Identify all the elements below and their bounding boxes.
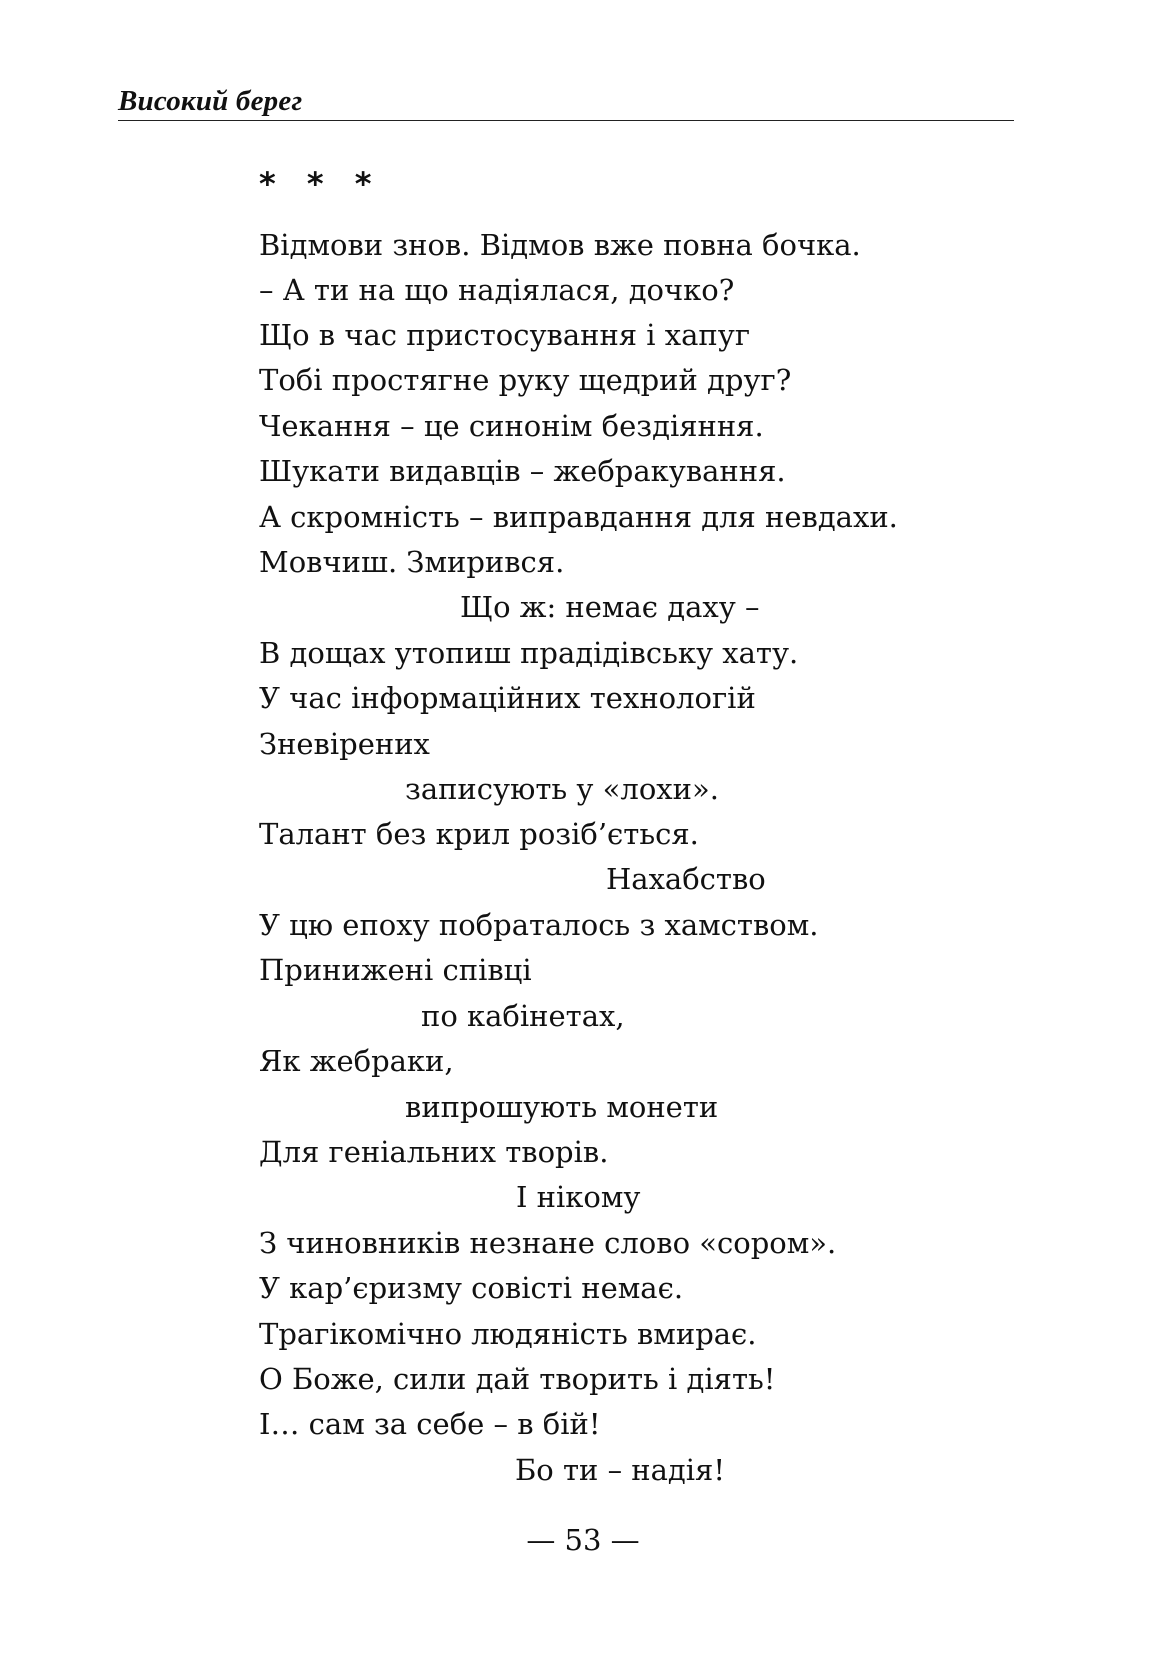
poem-line: Талант без крил розіб’ється. — [259, 817, 699, 851]
poem-line: У час інформаційних технологій — [259, 681, 756, 715]
poem-line: А скромність – виправдання для невдахи. — [259, 500, 898, 534]
poem-line: записують у «лохи». — [405, 772, 719, 806]
poem-line: О Боже, сили дай творить і діять! — [259, 1362, 776, 1396]
poem-line: І нікому — [516, 1180, 641, 1214]
poem-line: випрошують монети — [405, 1090, 719, 1124]
poem-line: – А ти на що надіялася, дочко? — [259, 273, 735, 307]
poem-line: У цю епоху побраталось з хамством. — [259, 908, 819, 942]
poem-line: Мовчиш. Змирився. — [259, 545, 565, 579]
poem-line: Бо ти – надія! — [515, 1453, 725, 1487]
header-rule — [118, 120, 1014, 121]
section-ornament: * * * — [259, 165, 382, 203]
running-head: Високий берег — [118, 85, 303, 117]
poem-line: Чекання – це синонім бездіяння. — [259, 409, 764, 443]
poem-line: Як жебраки, — [259, 1044, 454, 1078]
poem-line: Що ж: немає даху – — [460, 590, 760, 624]
poem-line: У кар’єризму совісті немає. — [259, 1271, 684, 1305]
poem-line: З чиновників незнане слово «сором». — [259, 1226, 837, 1260]
poem-line: Нахабство — [606, 862, 766, 896]
poem-line: Що в час пристосування і хапуг — [259, 318, 751, 352]
page-number: — 53 — — [526, 1523, 640, 1557]
poem-line: І… сам за себе – в бій! — [259, 1407, 601, 1441]
poem-line: по кабінетах, — [421, 999, 625, 1033]
poem-line: В дощах утопиш прадідівську хату. — [259, 636, 799, 670]
poem-line: Для геніальних творів. — [259, 1135, 609, 1169]
poem-line: Трагікомічно людяність вмирає. — [259, 1317, 757, 1351]
poem-line: Принижені співці — [259, 953, 532, 987]
poem-line: Відмови знов. Відмов вже повна бочка. — [259, 228, 861, 262]
poem-line: Шукати видавців – жебракування. — [259, 454, 786, 488]
poem-line: Зневірених — [259, 727, 430, 761]
poem-line: Тобі простягне руку щедрий друг? — [259, 363, 792, 397]
